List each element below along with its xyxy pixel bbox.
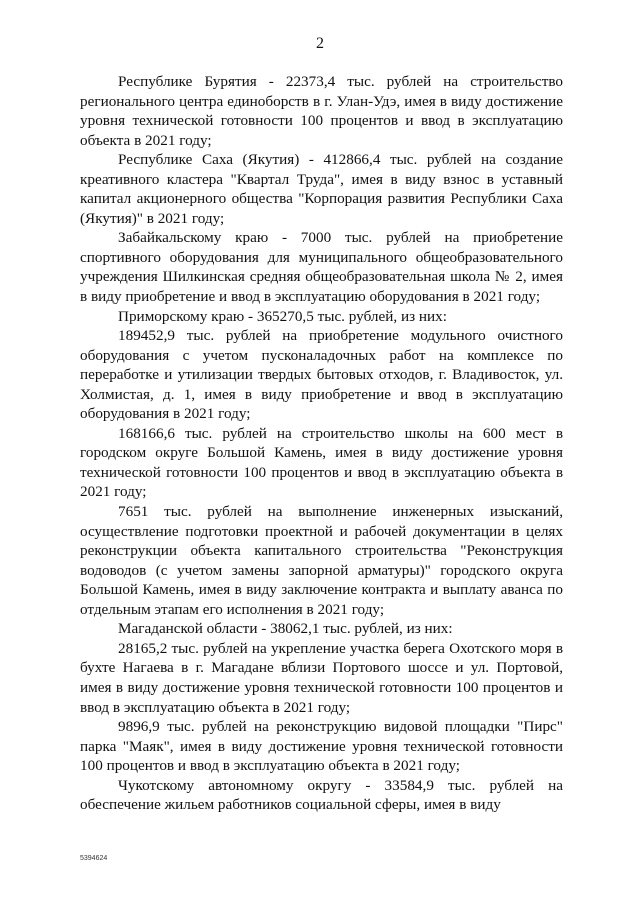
document-code: 5394624 (80, 855, 108, 862)
paragraph-primorsky-equipment: 189452,9 тыс. рублей на приобретение модульного очистного оборудования с учетом пусконаладочных работ на комплексе по переработке и утилизации твердых бытовых отходов, г. Владивосток, ул. Холмистая, д. 1, имея в виду приобретение и ввод в эксплуатацию оборудования в 2021 году; (80, 327, 563, 423)
paragraph-primorsky-total: Приморскому краю - 365270,5 тыс. рублей, из них: (118, 307, 447, 325)
page-number: 2 (316, 35, 324, 52)
paragraph-buryatia: Республике Бурятия - 22373,4 тыс. рублей на строительство регионального центра единоборств в г. Улан-Удэ, имея в виду достижение уровня технической готовности 100 процентов и ввод в эксплуатацию объекта в 2021 году; (80, 73, 563, 149)
paragraph-chukotka: Чукотскому автономному округу - 33584,9 тыс. рублей на обеспечение жильем работников социальной сферы, имея в виду (80, 776, 563, 814)
paragraph-primorsky-waterline: 7651 тыс. рублей на выполнение инженерных изысканий, осуществление подготовки проектной и рабочей документации в целях реконструкции объекта капитального строительства "Реконструкция водоводов (с учетом замены запорной арматуры)" городского округа Большой Камень, имея в виду заключение контракта и выплату аванса по отдельным этапам его исполнения в 2021 году; (80, 503, 563, 618)
paragraph-sakha: Республике Саха (Якутия) - 412866,4 тыс. рублей на создание креативного кластера "Квартал Труда", имея в виду взнос в уставный капитал акционерного общества "Корпорация развития Республики Саха (Якутия)" в 2021 году; (80, 151, 563, 227)
paragraph-magadan-shore: 28165,2 тыс. рублей на укрепление участка берега Охотского моря в бухте Нагаева в г. Магадане вблизи Портового шоссе и ул. Портовой, имея в виду достижение уровня технической готовности 100 процентов и ввод в эксплуатацию объекта в 2021 году; (80, 639, 563, 716)
paragraph-magadan-pier: 9896,9 тыс. рублей на реконструкцию видовой площадки "Пирс" парка "Маяк", имея в виду достижение уровня технической готовности 100 процентов и ввод в эксплуатацию объекта в 2021 году; (80, 718, 563, 775)
paragraph-zabaikalsky: Забайкальскому краю - 7000 тыс. рублей на приобретение спортивного оборудования для муниципального общеобразовательного учреждения Шилкинская средняя общеобразовательная школа № 2, имея в виду приобретение и ввод в эксплуатацию оборудования в 2021 году; (80, 229, 563, 306)
document-body (80, 72, 563, 815)
paragraph-primorsky-school: 168166,6 тыс. рублей на строительство школы на 600 мест в городском округе Большой Камень, имея в виду достижение уровня технической готовности 100 процентов и ввод в эксплуатацию объекта в 2021 году; (80, 424, 563, 501)
paragraph-magadan-total: Магаданской области - 38062,1 тыс. рублей, из них: (118, 620, 453, 638)
